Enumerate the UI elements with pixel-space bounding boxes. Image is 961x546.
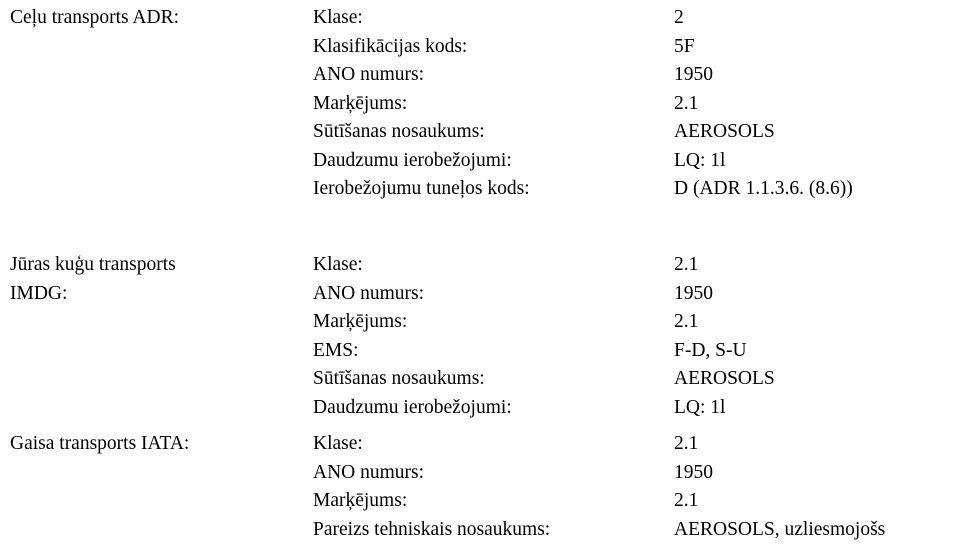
property-list	[313, 4, 961, 204]
property-key: Klasifikācijas kods:	[313, 35, 468, 57]
property-row	[313, 308, 961, 337]
property-row	[313, 516, 961, 545]
property-value: 2.1	[674, 92, 699, 114]
property-value: 1950	[674, 64, 713, 85]
property-key: ANO numurs:	[313, 64, 425, 85]
property-value: 1950	[674, 282, 713, 304]
property-row	[313, 430, 961, 459]
property-row	[313, 33, 961, 62]
property-value: 1950	[674, 461, 713, 483]
section-label: Jūras kuģu transports IMDG:	[10, 254, 176, 304]
section-label: Ceļu transports ADR:	[10, 7, 179, 28]
property-row	[313, 90, 961, 119]
property-row	[313, 394, 961, 423]
property-row	[313, 459, 961, 488]
property-key: Marķējums:	[313, 92, 408, 114]
property-value: 5F	[674, 35, 695, 57]
property-row	[313, 118, 961, 147]
property-key: ANO numurs:	[313, 282, 425, 304]
property-value: 2.1	[674, 254, 699, 275]
property-value: 2.1	[674, 433, 699, 454]
property-value: LQ: 1l	[674, 396, 726, 418]
property-list	[313, 251, 961, 422]
property-key: Daudzumu ierobežojumi:	[313, 396, 512, 418]
property-key: Sūtīšanas nosaukums:	[313, 368, 485, 389]
property-key: Ierobežojumu tuneļos kods:	[313, 178, 530, 199]
property-value: AEROSOLS	[674, 121, 775, 142]
property-row	[313, 147, 961, 176]
property-row	[313, 365, 961, 394]
property-row	[313, 4, 961, 33]
property-value: F-D, S-U	[674, 339, 747, 361]
property-key: Klase:	[313, 254, 363, 275]
property-key: ANO numurs:	[313, 461, 425, 483]
property-key: Klase:	[313, 433, 363, 454]
property-key: Pareizs tehniskais nosaukums:	[313, 518, 551, 540]
property-value: 2	[674, 7, 684, 28]
property-key: Klase:	[313, 7, 363, 28]
property-row	[313, 61, 961, 90]
section-label: Gaisa transports IATA:	[10, 433, 190, 454]
property-list	[313, 430, 961, 544]
property-value: LQ: 1l	[674, 149, 726, 171]
property-row	[313, 337, 961, 366]
property-value: 2.1	[674, 311, 699, 332]
property-row	[313, 487, 961, 516]
property-key: EMS:	[313, 339, 359, 361]
property-key: Marķējums:	[313, 311, 408, 332]
property-key: Marķējums:	[313, 490, 408, 511]
property-value: AEROSOLS, uzliesmojošs	[674, 518, 886, 540]
property-row	[313, 175, 961, 204]
property-value: 2.1	[674, 490, 699, 511]
property-value: D (ADR 1.1.3.6. (8.6))	[674, 178, 853, 199]
property-key: Sūtīšanas nosaukums:	[313, 121, 485, 142]
property-row	[313, 251, 961, 280]
property-row	[313, 280, 961, 309]
property-key: Daudzumu ierobežojumi:	[313, 149, 512, 171]
property-value: AEROSOLS	[674, 368, 775, 389]
